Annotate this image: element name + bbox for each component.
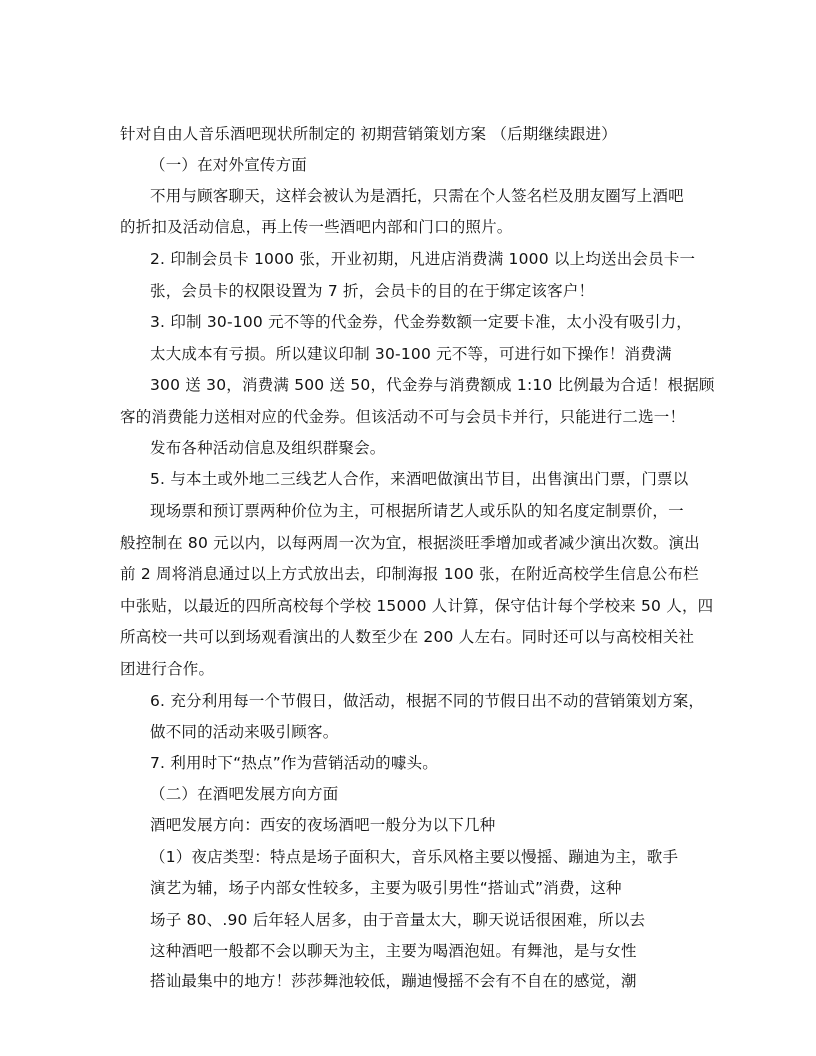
section-heading: （二）在酒吧发展方向方面 bbox=[150, 785, 339, 803]
paragraph-line: 中张贴，以最近的四所高校每个学校 15000 人计算，保守估计每个学校来 50 人，四 bbox=[120, 597, 714, 615]
paragraph-line: 太大成本有亏损。所以建议印制 30-100 元不等，可进行如下操作！消费满 bbox=[150, 345, 672, 363]
paragraph-line: 6. 充分利用每一个节假日，做活动，根据不同的节假日出不动的营销策划方案， bbox=[150, 692, 705, 710]
paragraph-line: 客的消费能力送相对应的代金券。但该活动不可与会员卡并行，只能进行二选一！ bbox=[120, 408, 686, 426]
doc-title: 针对自由人音乐酒吧现状所制定的 初期营销策划方案 （后期继续跟进） bbox=[120, 125, 617, 143]
paragraph-line: 张，会员卡的权限设置为 7 折，会员卡的目的在于绑定该客户！ bbox=[150, 282, 595, 300]
paragraph-line: 不用与顾客聊天，这样会被认为是酒托，只需在个人签名栏及朋友圈写上酒吧 bbox=[150, 187, 684, 205]
paragraph-line: 所高校一共可以到场观看演出的人数至少在 200 人左右。同时还可以与高校相关社 bbox=[120, 628, 695, 646]
paragraph-line: （1）夜店类型：特点是场子面积大，音乐风格主要以慢摇、蹦迪为主，歌手 bbox=[150, 848, 679, 866]
paragraph-line: 这种酒吧一般都不会以聊天为主，主要为喝酒泡妞。有舞池，是与女性 bbox=[150, 942, 637, 960]
paragraph-line: 般控制在 80 元以内，以每两周一次为宜，根据淡旺季增加或者减少演出次数。演出 bbox=[120, 534, 700, 552]
paragraph-line: 前 2 周将消息通过以上方式放出去，印制海报 100 张，在附近高校学生信息公布栏 bbox=[120, 565, 699, 583]
paragraph-line: 7. 利用时下“热点”作为营销活动的噱头。 bbox=[150, 754, 438, 772]
paragraph-line: 团进行合作。 bbox=[120, 660, 215, 678]
paragraph-line: 3. 印制 30-100 元不等的代金券，代金券数额一定要卡准，太小没有吸引力， bbox=[150, 313, 692, 331]
paragraph-line: 的折扣及活动信息，再上传一些酒吧内部和门口的照片。 bbox=[120, 218, 513, 236]
paragraph-line: 现场票和预订票两种价位为主，可根据所请艺人或乐队的知名度定制票价，一 bbox=[150, 502, 684, 520]
section-heading: （一）在对外宣传方面 bbox=[150, 156, 308, 174]
paragraph-line: 发布各种活动信息及组织群聚会。 bbox=[150, 439, 386, 457]
paragraph-line: 演艺为辅，场子内部女性较多，主要为吸引男性“搭讪式”消费，这种 bbox=[150, 879, 622, 897]
paragraph-line: 2. 印制会员卡 1000 张，开业初期，凡进店消费满 1000 以上均送出会员卡一 bbox=[150, 250, 696, 268]
paragraph-line: 5. 与本土或外地二三线艺人合作，来酒吧做演出节目，出售演出门票，门票以 bbox=[150, 470, 689, 488]
paragraph-line: 酒吧发展方向：西安的夜场酒吧一般分为以下几种 bbox=[150, 816, 496, 834]
paragraph-line: 300 送 30，消费满 500 送 50，代金券与消费额成 1:10 比例最为合适！根据顾 bbox=[150, 376, 715, 394]
paragraph-line: 搭讪最集中的地方！莎莎舞池较低，蹦迪慢摇不会有不自在的感觉，潮 bbox=[150, 972, 637, 990]
paragraph-line: 做不同的活动来吸引顾客。 bbox=[150, 723, 339, 741]
paragraph-line: 场子 80、.90 后年轻人居多，由于音量太大，聊天说话很困难，所以去 bbox=[150, 911, 646, 929]
